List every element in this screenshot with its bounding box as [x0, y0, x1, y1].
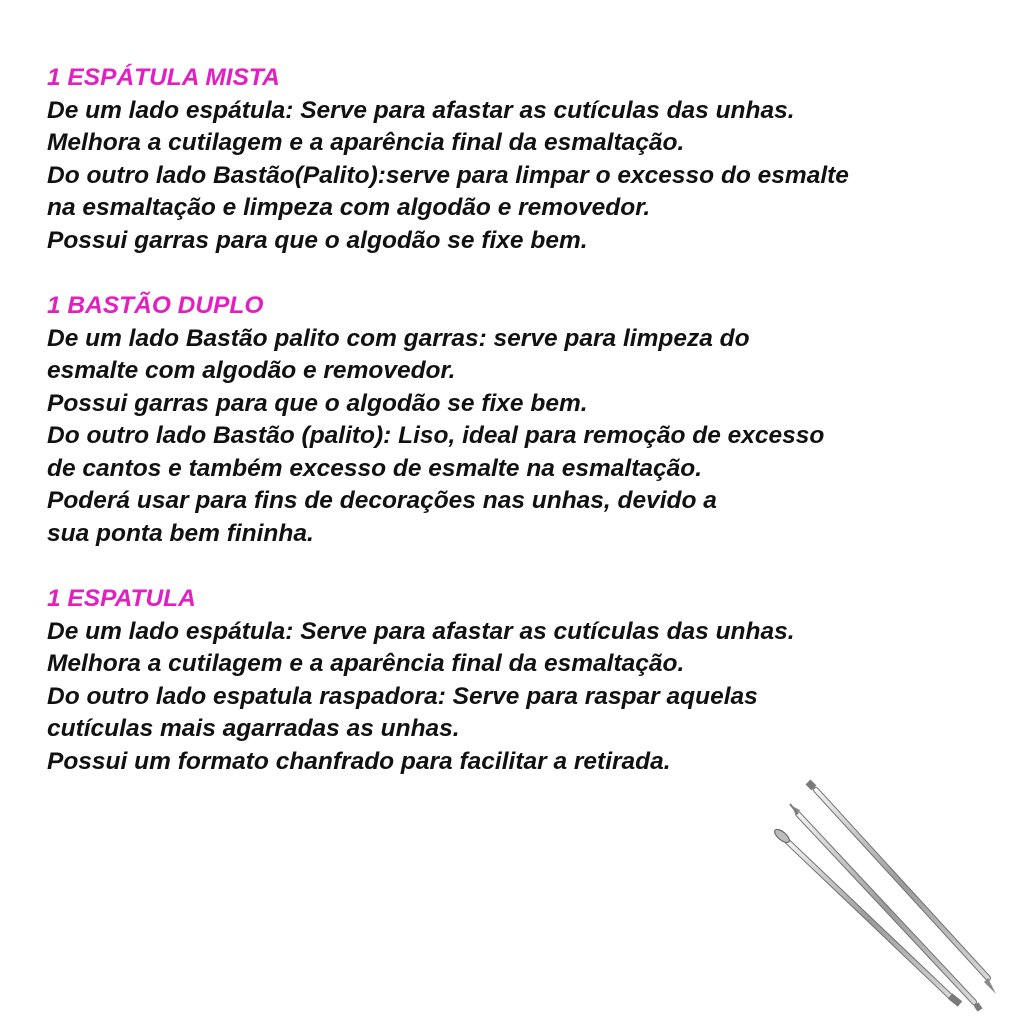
section-line: De um lado Bastão palito com garras: serve para limpeza do: [47, 324, 750, 352]
section-line: cutículas mais agarradas as unhas.: [47, 715, 460, 742]
section-line: Poderá usar para fins de decorações nas unhas, devido a: [47, 487, 717, 514]
section-line: Melhora a cutilagem e a aparência final da esmaltação.: [47, 650, 685, 677]
section-line: sua ponta bem fininha.: [47, 519, 314, 547]
section-title: 1 ESPATULA: [47, 585, 196, 612]
section-line: Melhora a cutilagem e a aparência final da esmaltação.: [47, 129, 685, 156]
section-line: Possui um formato chanfrado para facilitar a retirada.: [47, 747, 671, 775]
product-description: [47, 62, 997, 811]
section-line: na esmaltação e limpeza com algodão e removedor.: [47, 194, 651, 221]
section-line: Do outro lado Bastão (palito): Liso, ideal para remoção de excesso: [47, 422, 825, 449]
section-line: De um lado espátula: Serve para afastar as cutículas das unhas.: [47, 96, 795, 124]
section-line: Do outro lado Bastão(Palito):serve para limpar o excesso do esmalte: [47, 161, 849, 189]
section-title: 1 ESPÁTULA MISTA: [47, 64, 280, 91]
section-line: esmalte com algodão e removedor.: [47, 357, 456, 384]
section-line: Possui garras para que o algodão se fixe bem.: [47, 226, 588, 254]
section-title: 1 BASTÃO DUPLO: [47, 292, 264, 319]
section-line: de cantos e também excesso de esmalte na esmaltação.: [47, 454, 703, 482]
section-bastao-duplo: [47, 290, 997, 550]
section-line: Possui garras para que o algodão se fixe bem.: [47, 389, 588, 417]
section-espatula: [47, 583, 997, 778]
section-line: De um lado espátula: Serve para afastar as cutículas das unhas.: [47, 617, 795, 645]
cuticle-tools-icon: [760, 770, 1010, 1020]
section-line: Do outro lado espatula raspadora: Serve para raspar aquelas: [47, 682, 758, 710]
tool-bastao-duplo: [790, 804, 980, 1010]
section-espatula-mista: [47, 62, 997, 257]
